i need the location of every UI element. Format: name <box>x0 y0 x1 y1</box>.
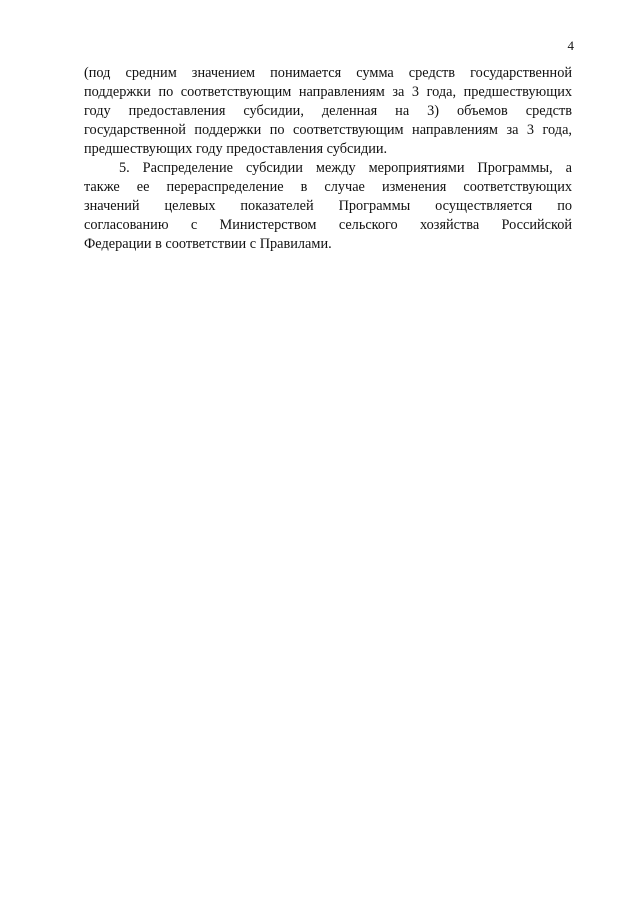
text-line: значений целевых показателей Программы осуществляется по <box>84 198 572 214</box>
text-line: согласованию с Министерством сельского хозяйства Российской <box>84 217 572 233</box>
paragraph-subsidy-average <box>84 64 572 159</box>
document-body <box>84 64 572 254</box>
text-line: (под средним значением понимается сумма средств государственной <box>84 65 572 81</box>
text-line: году предоставления субсидии, деленная на 3) объемов средств <box>84 103 572 119</box>
page-number: 4 <box>567 38 574 53</box>
text-line: предшествующих году предоставления субсидии. <box>84 141 388 157</box>
text-line: 5. Распределение субсидии между мероприятиями Программы, а <box>119 160 572 176</box>
text-line: поддержки по соответствующим направлениям за 3 года, предшествующих <box>84 84 572 100</box>
text-line: Федерации в соответствии с Правилами. <box>84 236 332 252</box>
text-line: также ее перераспределение в случае изменения соответствующих <box>84 179 572 195</box>
text-line: государственной поддержки по соответствующим направлениям за 3 года, <box>84 122 572 138</box>
paragraph-subsidy-distribution <box>84 159 572 254</box>
